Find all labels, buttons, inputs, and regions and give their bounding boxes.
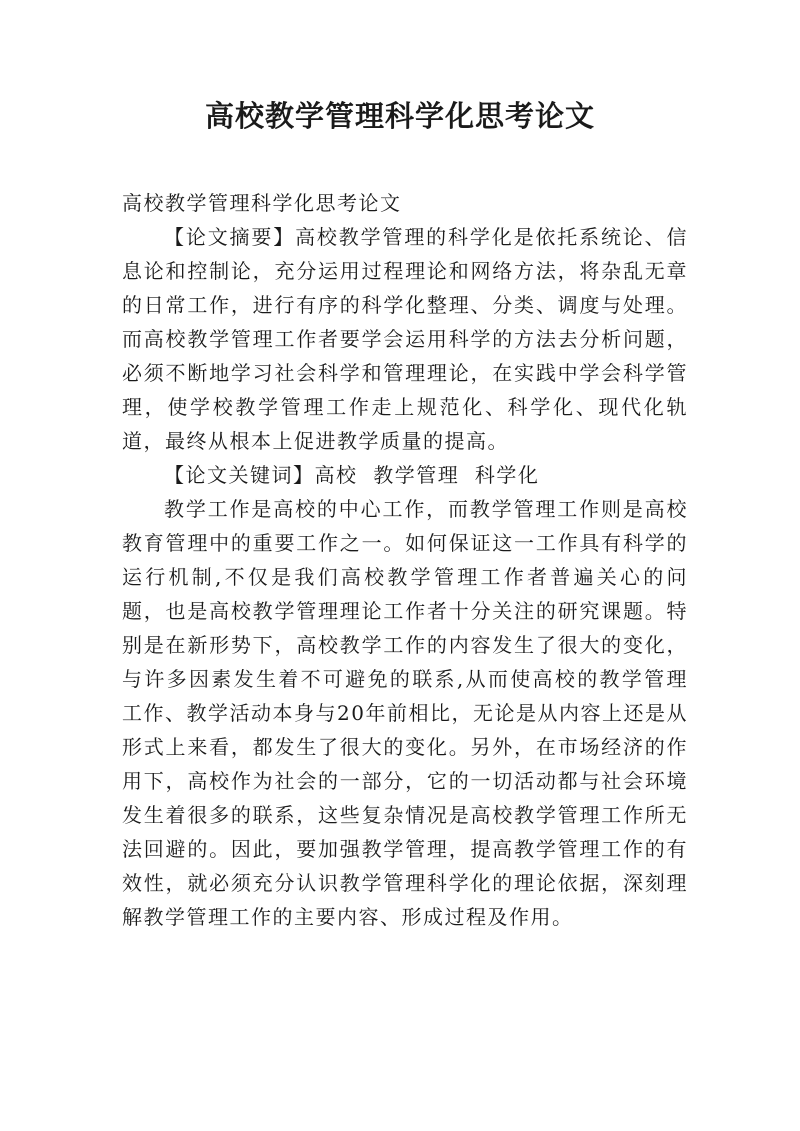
subtitle-line: 高校教学管理科学化思考论文 (122, 191, 402, 215)
keywords-line: 【论文关键词】高校 教学管理 科学化 (164, 463, 540, 487)
document-body (122, 186, 688, 934)
document-title: 高校教学管理科学化思考论文 (204, 99, 595, 133)
body-paragraph: 教学工作是高校的中心工作，而教学管理工作则是高校教育管理中的重要工作之一。如何保证这一工作具有科学的运行机制,不仅是我们高校教学管理工作者普遍关心的问题，也是高校教学管理理论工作者十分关注的研究课题。特别是在新形势下，高校教学工作的内容发生了很大的变化，与许多因素发生着不可避免的联系,从而使高校的教学管理工作、教学活动本身与20年前相比，无论是从内容上还是从形式上来看，都发生了很大的变化。另外，在市场经济的作用下，高校作为社会的一部分，它的一切活动都与社会环境发生着很多的联系，这些复杂情况是高校教学管理工作所无法回避的。因此，要加强教学管理，提高教学管理工作的有效性，就必须充分认识教学管理科学化的理论依据，深刻理解教学管理工作的主要内容、形成过程及作用。 (122, 497, 688, 929)
abstract-paragraph: 【论文摘要】高校教学管理的科学化是依托系统论、信息论和控制论，充分运用过程理论和网络方法，将杂乱无章的日常工作，进行有序的科学化整理、分类、调度与处理。而高校教学管理工作者要学会运用科学的方法去分析问题，必须不断地学习社会科学和管理理论，在实践中学会科学管理，使学校教学管理工作走上规范化、科学化、现代化轨道，最终从根本上促进教学质量的提高。 (122, 225, 688, 453)
